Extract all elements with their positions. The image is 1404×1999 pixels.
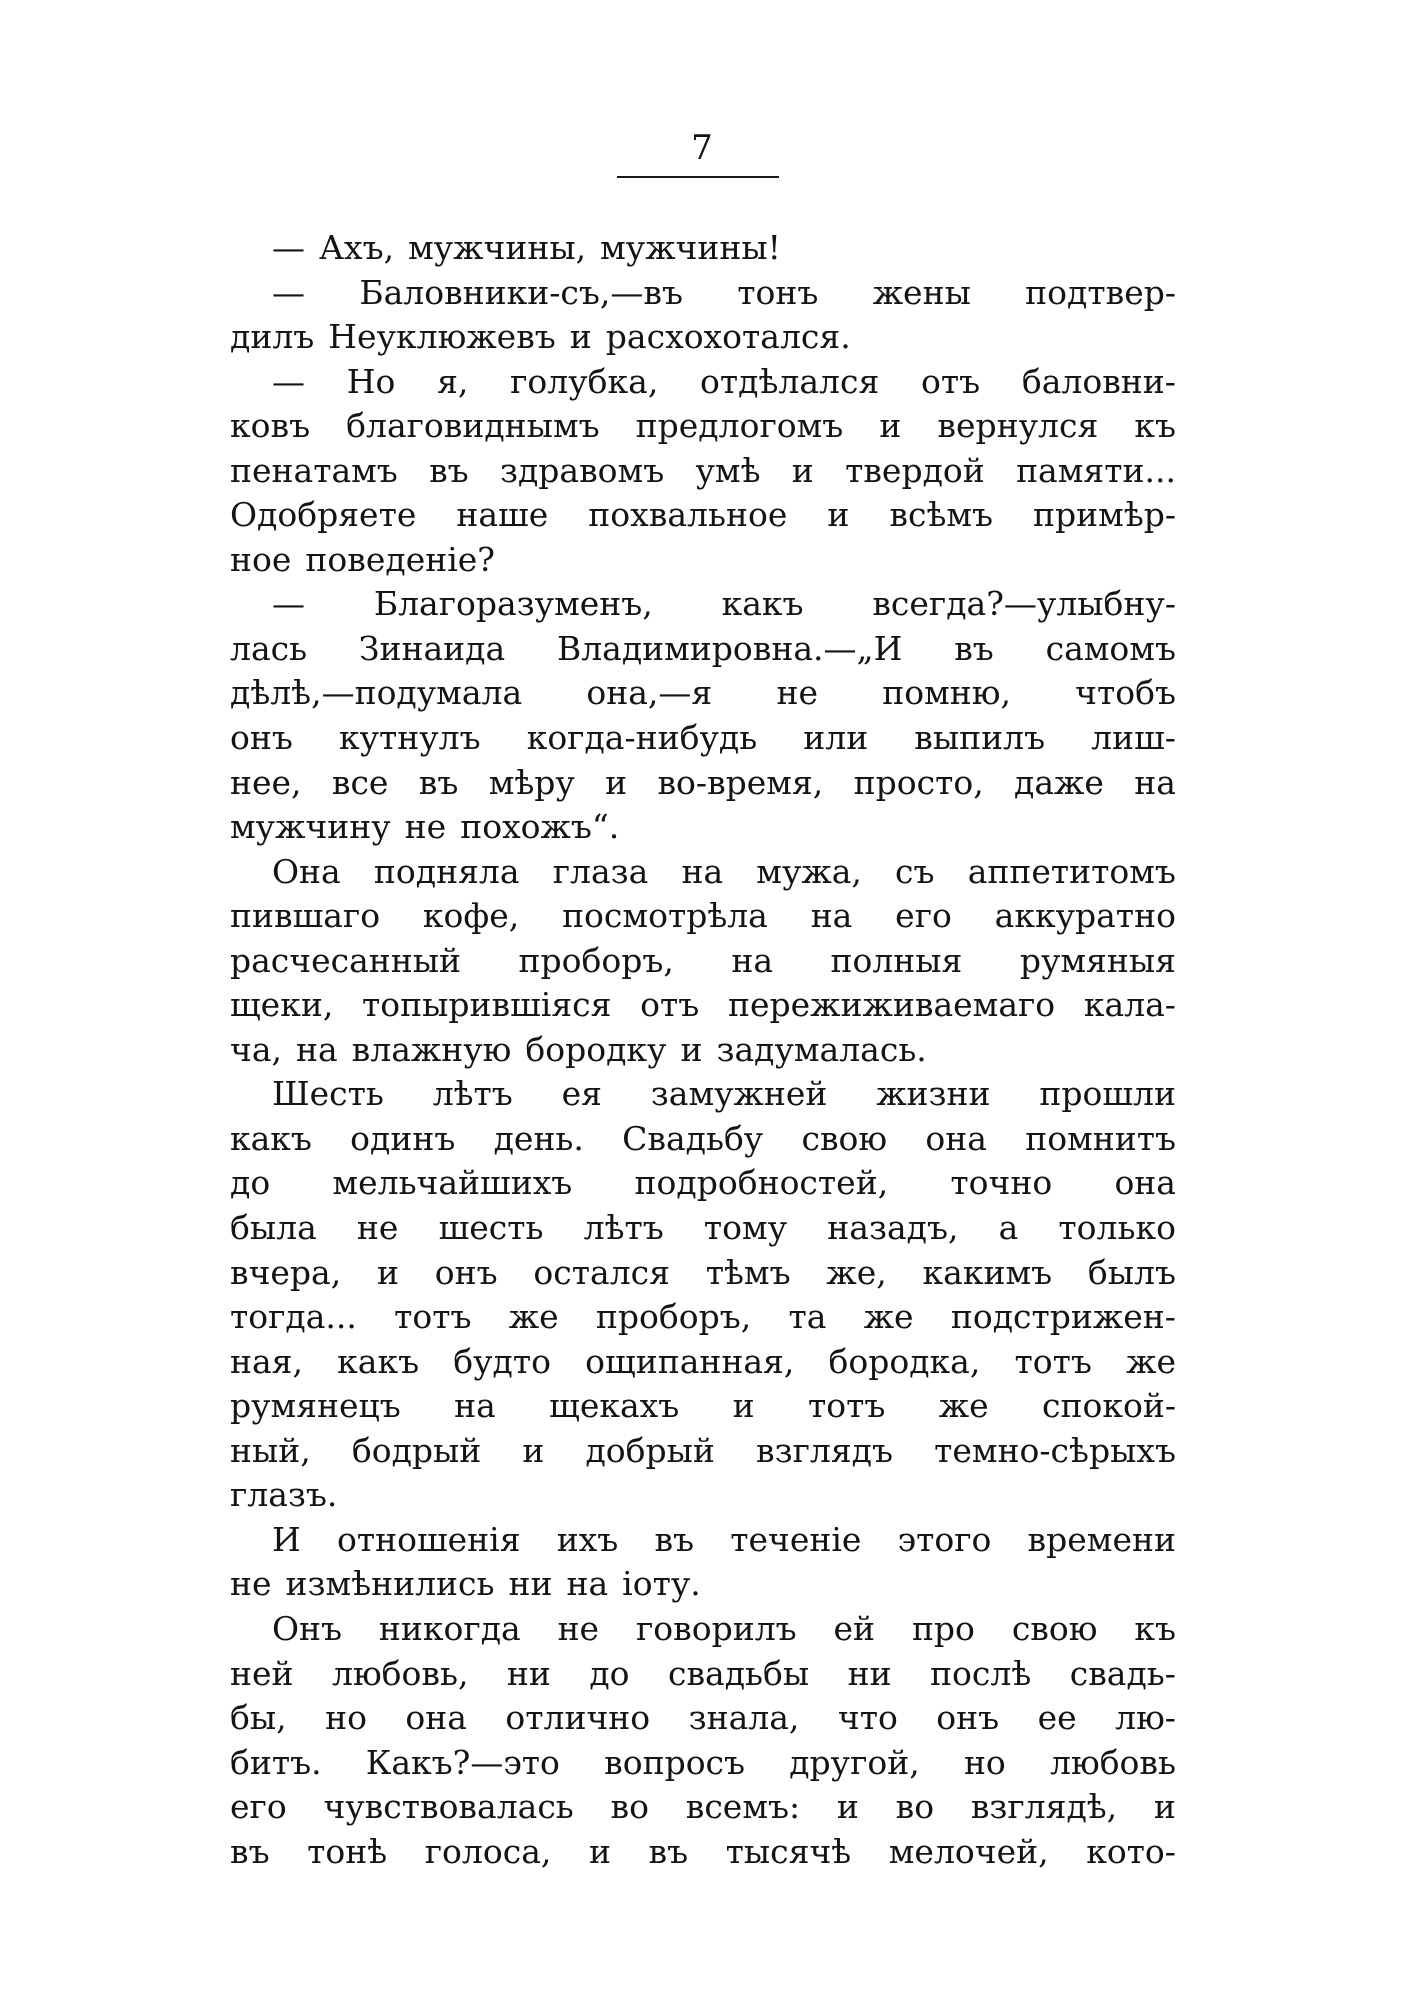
text-line: ный, бодрый и добрый взглядъ темно-сѣрыхъ	[230, 1430, 1176, 1470]
text-line: его чувствовалась во всемъ: и во взглядѣ, и	[230, 1787, 1176, 1827]
text-line: лась Зинаида Владимировна.—„И въ самомъ	[230, 628, 1176, 668]
text-line: до мельчайшихъ подробностей, точно она	[230, 1163, 1176, 1203]
text-line: мужчину не похожъ“.	[230, 807, 620, 847]
text-line: Одобряете наше похвальное и всѣмъ примѣр-	[230, 495, 1176, 535]
text-line: румянецъ на щекахъ и тотъ же спокой-	[230, 1386, 1176, 1426]
text-line: ковъ благовиднымъ предлогомъ и вернулся къ	[230, 406, 1176, 446]
text-line: ча, на влажную бородку и задумалась.	[230, 1029, 927, 1069]
text-line: расчесанный проборъ, на полныя румяныя	[230, 940, 1176, 980]
text-line: — Ахъ, мужчины, мужчины!	[272, 228, 781, 267]
text-line: пенатамъ въ здравомъ умѣ и твердой памяти...	[230, 450, 1176, 490]
text-line: не измѣнились ни на іоту.	[230, 1564, 701, 1604]
text-line: — Баловники-съ,—въ тонъ жены подтвер-	[272, 272, 1176, 312]
text-line: глазъ.	[230, 1475, 338, 1515]
text-line: Она подняла глаза на мужа, съ аппетитомъ	[272, 851, 1176, 891]
text-line: вчера, и онъ остался тѣмъ же, какимъ былъ	[230, 1252, 1176, 1292]
page-number: 7	[691, 128, 713, 168]
text-line: была не шесть лѣтъ тому назадъ, а только	[230, 1208, 1176, 1248]
text-line: нее, все въ мѣру и во-время, просто, даже на	[230, 762, 1176, 802]
text-line: какъ одинъ день. Свадьбу свою она помнитъ	[230, 1118, 1176, 1158]
text-line: И отношенія ихъ въ теченіе этого времени	[272, 1519, 1176, 1559]
text-line: битъ. Какъ?—это вопросъ другой, но любовь	[230, 1742, 1176, 1782]
text-line: — Благоразуменъ, какъ всегда?—улыбну-	[272, 584, 1176, 624]
text-line: пившаго кофе, посмотрѣла на его аккуратно	[230, 896, 1176, 936]
text-line: бы, но она отлично знала, что онъ ее лю-	[230, 1698, 1176, 1738]
text-line: Шесть лѣтъ ея замужней жизни прошли	[272, 1074, 1176, 1114]
text-line: дѣлѣ,—подумала она,—я не помню, чтобъ	[230, 673, 1176, 713]
text-line: дилъ Неуклюжевъ и расхохотался.	[230, 317, 851, 357]
page-number-rule	[617, 176, 779, 178]
text-line: тогда... тотъ же проборъ, та же подстрижен-	[230, 1297, 1176, 1337]
text-line: Онъ никогда не говорилъ ей про свою къ	[272, 1608, 1176, 1648]
text-line: ная, какъ будто ощипанная, бородка, тотъ же	[230, 1341, 1176, 1381]
text-line: щеки, топырившіяся отъ пережиживаемаго кала-	[230, 985, 1176, 1025]
body-text	[230, 226, 1176, 1874]
text-line: ное поведеніе?	[230, 539, 495, 579]
text-line: онъ кутнулъ когда-нибудь или выпилъ лиш-	[230, 718, 1176, 758]
text-line: въ тонѣ голоса, и въ тысячѣ мелочей, кото-	[230, 1831, 1176, 1871]
text-line: ней любовь, ни до свадьбы ни послѣ свадь-	[230, 1653, 1176, 1693]
text-line: — Но я, голубка, отдѣлался отъ баловни-	[272, 361, 1176, 401]
